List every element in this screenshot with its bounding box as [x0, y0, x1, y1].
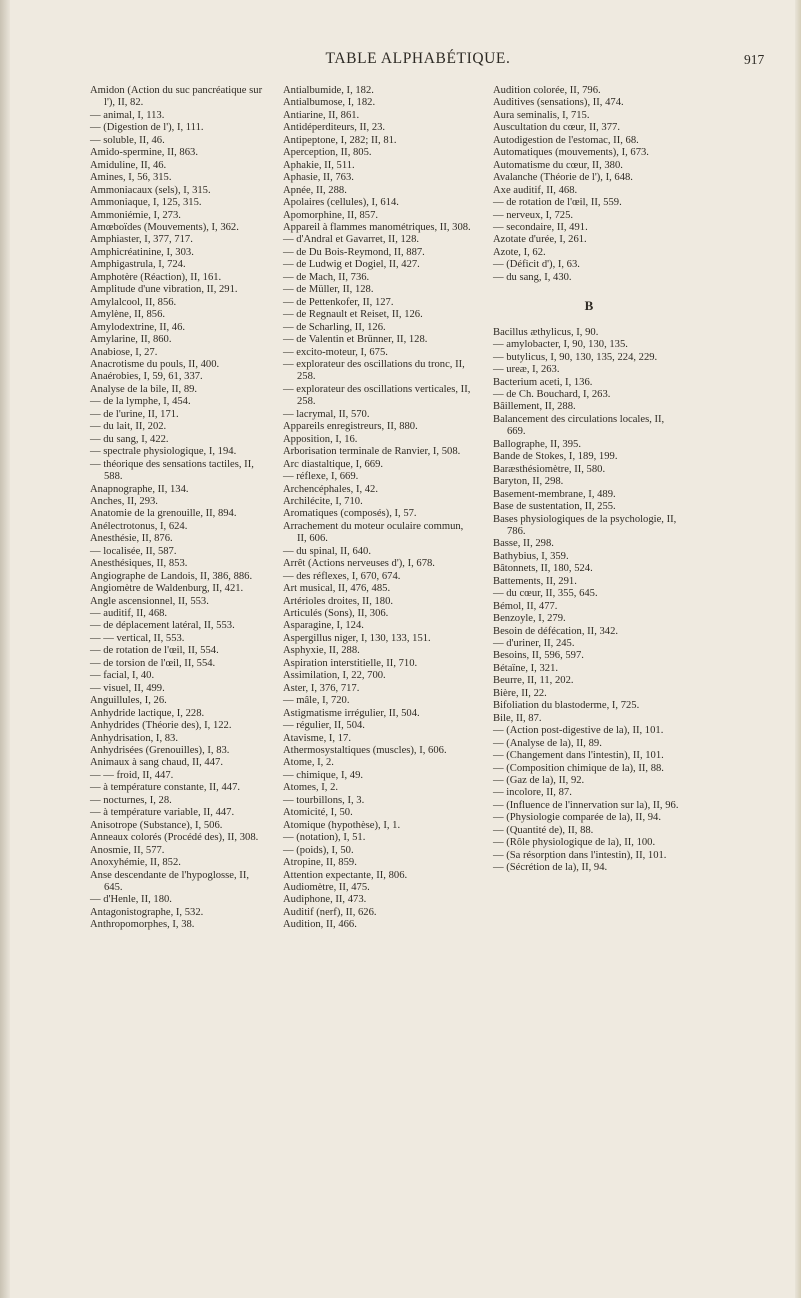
index-entry: Athermosystaltiques (muscles), I, 606. — [283, 745, 447, 757]
index-entry: — du lait, II, 202. — [90, 421, 167, 433]
index-entry: Bétaïne, I, 321. — [493, 662, 559, 674]
index-column-3-a-entries — [493, 85, 685, 284]
index-entry: Balancement des circulations locales, II, 669. — [493, 413, 665, 438]
index-entry: Arrachement du moteur oculaire commun, II, 606. — [283, 520, 464, 545]
page-edge-shadow — [795, 0, 801, 1298]
index-entry: — de Scharling, II, 126. — [283, 321, 386, 333]
index-entry: Antidéperditeurs, II, 23. — [283, 122, 386, 134]
index-entry: — (Rôle physiologique de la), II, 100. — [493, 837, 656, 849]
index-entry: Anoxyhémie, II, 852. — [90, 857, 181, 869]
index-entry: Ballographe, II, 395. — [493, 438, 581, 450]
index-entry: Archencéphales, I, 42. — [283, 483, 379, 495]
index-entry: Automatisme du cœur, II, 380. — [493, 159, 623, 171]
index-entry: — à température constante, II, 447. — [90, 782, 241, 794]
index-entry: Besoin de défécation, II, 342. — [493, 625, 619, 637]
index-entry: Besoins, II, 596, 597. — [493, 650, 584, 662]
index-entry: — (Composition chimique de la), II, 88. — [493, 762, 664, 774]
index-entry: Asparagine, I, 124. — [283, 620, 364, 632]
index-entry: Audiphone, II, 473. — [283, 894, 367, 906]
index-entry: — de Regnault et Reiset, II, 126. — [283, 309, 423, 321]
index-entry: Bacterium aceti, I, 136. — [493, 376, 593, 388]
index-entry: Base de sustentation, II, 255. — [493, 501, 616, 513]
index-entry: Aster, I, 376, 717. — [283, 682, 360, 694]
index-entry: Anguillules, I, 26. — [90, 695, 167, 707]
index-entry: Anhydrides (Théorie des), I, 122. — [90, 720, 232, 732]
index-entry: Aphasie, II, 763. — [283, 172, 354, 184]
index-entry: Angle ascensionnel, II, 553. — [90, 595, 209, 607]
index-entry: — mâle, I, 720. — [283, 695, 350, 707]
index-entry: Audition colorée, II, 796. — [493, 85, 601, 96]
index-entry: Ammoniacaux (sels), I, 315. — [90, 184, 211, 196]
index-entry: Bifoliation du blastoderme, I, 725. — [493, 700, 640, 712]
index-entry: Amplitude d'une vibration, II, 291. — [90, 284, 238, 296]
index-entry: Amines, I, 56, 315. — [90, 172, 172, 184]
index-entry: Amidon (Action du suc pancréatique sur l'), II, 82. — [90, 85, 263, 109]
index-entry: Ammoniaque, I, 125, 315. — [90, 197, 202, 209]
index-entry: Automatiques (mouvements), I, 673. — [493, 147, 649, 159]
index-entry: — amylobacter, I, 90, 130, 135. — [493, 339, 628, 351]
index-entry: — (notation), I, 51. — [283, 832, 366, 844]
index-entry: — incolore, II, 87. — [493, 787, 572, 799]
index-entry: Arc diastaltique, I, 669. — [283, 458, 384, 470]
index-entry: Aperception, II, 805. — [283, 147, 372, 159]
index-entry: Articulés (Sons), II, 306. — [283, 608, 389, 620]
index-entry: Anhydrisées (Grenouilles), I, 83. — [90, 745, 230, 757]
index-entry: Amphigastrula, I, 724. — [90, 259, 186, 271]
index-entry: Axe auditif, II, 468. — [493, 184, 578, 196]
index-entry: — réflexe, I, 669. — [283, 471, 359, 483]
index-entry: — explorateur des oscillations du tronc, II, 258. — [283, 358, 465, 383]
index-entry: Amylarine, II, 860. — [90, 334, 172, 346]
index-entry: Angiomètre de Waldenburg, II, 421. — [90, 583, 244, 595]
index-entry: Bâtonnets, II, 180, 524. — [493, 563, 593, 575]
index-entry: Ammoniémie, I, 273. — [90, 209, 181, 221]
index-entry: — localisée, II, 587. — [90, 545, 177, 557]
index-entry: Auditives (sensations), II, 474. — [493, 97, 624, 109]
index-entry: Audiomètre, II, 475. — [283, 882, 370, 893]
index-entry: Apnée, II, 288. — [283, 184, 347, 196]
index-entry: Atavisme, I, 17. — [283, 732, 351, 744]
index-entry: — du cœur, II, 355, 645. — [493, 588, 598, 600]
index-column-3-b-entries — [493, 327, 685, 875]
index-entry: — nocturnes, I, 28. — [90, 794, 172, 806]
index-entry: Audition, II, 466. — [283, 919, 357, 931]
index-entry: Anélectrotonus, I, 624. — [90, 520, 188, 532]
index-entry: — d'Henle, II, 180. — [90, 894, 172, 906]
index-entry: Anesthésie, II, 876. — [90, 533, 173, 545]
index-entry: Auditif (nerf), II, 626. — [283, 906, 377, 918]
index-entry: — (Analyse de la), II, 89. — [493, 737, 602, 749]
index-entry: Anapnographe, II, 134. — [90, 483, 189, 495]
index-entry: Avalanche (Théorie de l'), I, 648. — [493, 172, 633, 184]
index-entry: Auscultation du cœur, II, 377. — [493, 122, 620, 134]
index-entry: Anesthésiques, II, 853. — [90, 558, 188, 570]
index-entry: Apolaires (cellules), I, 614. — [283, 197, 399, 209]
index-entry: — explorateur des oscillations verticales, II, 258. — [283, 383, 471, 408]
index-entry: Atomicité, I, 50. — [283, 807, 353, 819]
index-entry: — tourbillons, I, 3. — [283, 794, 365, 806]
index-entry: — butylicus, I, 90, 130, 135, 224, 229. — [493, 351, 658, 363]
index-entry: — de torsion de l'œil, II, 554. — [90, 657, 216, 669]
index-entry: Amylène, II, 856. — [90, 309, 166, 321]
index-entry: — à température variable, II, 447. — [90, 807, 235, 819]
index-entry: — du sang, I, 422. — [90, 433, 169, 445]
section-letter-heading: B — [584, 298, 594, 314]
index-entry: Anhydride lactique, I, 228. — [90, 707, 205, 719]
index-entry: — (Sécrétion de la), II, 94. — [493, 862, 608, 874]
index-entry: Benzoyle, I, 279. — [493, 613, 566, 625]
index-entry: — (Physiologie comparée de la), II, 94. — [493, 812, 661, 824]
index-entry: — de rotation de l'œil, II, 559. — [493, 197, 622, 209]
index-entry: Aromatiques (composés), I, 57. — [283, 508, 417, 520]
index-entry: Amœboïdes (Mouvements), I, 362. — [90, 221, 239, 233]
index-entry: — (Gaz de la), II, 92. — [493, 775, 585, 787]
index-entry: Anabiose, I, 27. — [90, 346, 158, 358]
index-entry: Anhydrisation, I, 83. — [90, 732, 178, 744]
index-entry: — de Ludwig et Dogiel, II, 427. — [283, 259, 420, 271]
index-entry: — (Action post-digestive de la), II, 101. — [493, 725, 664, 737]
index-entry: — soluble, II, 46. — [90, 134, 165, 146]
index-entry: — visuel, II, 499. — [90, 682, 165, 694]
index-entry: Apomorphine, II, 857. — [283, 209, 379, 221]
index-entry: Bases physiologiques de la psychologie, II, 786. — [493, 513, 677, 537]
index-entry: — facial, I, 40. — [90, 670, 155, 682]
index-entry: Aura seminalis, I, 715. — [493, 109, 590, 121]
index-entry: — d'Andral et Gavarret, II, 128. — [283, 234, 420, 246]
index-entry: — régulier, II, 504. — [283, 720, 365, 732]
page-number: 917 — [744, 52, 765, 67]
index-entry: — de Müller, II, 128. — [283, 284, 374, 296]
index-entry: Baryton, II, 298. — [493, 476, 564, 488]
index-entry: Amphotère (Réaction), II, 161. — [90, 271, 222, 283]
index-entry: Asphyxie, II, 288. — [283, 645, 360, 657]
index-entry: — (Sa résorption dans l'intestin), II, 101. — [493, 849, 667, 861]
index-entry: — de l'urine, II, 171. — [90, 408, 179, 420]
index-entry: Arborisation terminale de Ranvier, I, 508. — [283, 446, 461, 458]
index-entry: — des réflexes, I, 670, 674. — [283, 570, 401, 582]
index-entry: — (Déficit d'), I, 63. — [493, 259, 580, 271]
index-entry: Appareil à flammes manométriques, II, 308. — [283, 221, 471, 233]
index-entry: — — vertical, II, 553. — [90, 632, 185, 644]
index-entry: Antialbumose, I, 182. — [283, 97, 376, 109]
index-column-3 — [493, 85, 685, 875]
index-entry: Astigmatisme irrégulier, II, 504. — [283, 707, 420, 719]
index-entry: — lacrymal, II, 570. — [283, 408, 370, 420]
index-entry: Atropine, II, 859. — [283, 857, 357, 869]
index-entry: Anatomie de la grenouille, II, 894. — [90, 508, 237, 520]
index-entry: — de Pettenkofer, II, 127. — [283, 296, 394, 308]
index-entry: Attention expectante, II, 806. — [283, 869, 408, 881]
index-entry: Amido-spermine, II, 863. — [90, 147, 198, 159]
index-entry: — excito-moteur, I, 675. — [283, 346, 388, 358]
index-entry: Anches, II, 293. — [90, 495, 158, 507]
index-entry: Bathybius, I, 359. — [493, 550, 569, 562]
index-entry: — auditif, II, 468. — [90, 608, 168, 620]
index-entry: — (poids), I, 50. — [283, 844, 354, 856]
index-entry: Anacrotisme du pouls, II, 400. — [90, 358, 220, 370]
index-entry: Angiographe de Landois, II, 386, 886. — [90, 570, 253, 582]
index-entry: Amiduline, II, 46. — [90, 159, 167, 171]
index-entry: Artérioles droites, II, 180. — [283, 595, 394, 607]
index-entry: Bière, II, 22. — [493, 687, 547, 699]
index-entry: Autodigestion de l'estomac, II, 68. — [493, 134, 639, 146]
index-entry: — du spinal, II, 640. — [283, 545, 371, 557]
index-entry: Bémol, II, 477. — [493, 600, 558, 612]
index-entry: — nerveux, I, 725. — [493, 209, 574, 221]
index-entry: Atomes, I, 2. — [283, 782, 339, 794]
index-entry: Amylalcool, II, 856. — [90, 296, 177, 308]
index-entry: Atome, I, 2. — [283, 757, 334, 769]
index-entry: — du sang, I, 430. — [493, 271, 572, 283]
index-entry: — théorique des sensations tactiles, II, 588. — [90, 458, 254, 483]
index-entry: Anisotrope (Substance), I, 506. — [90, 819, 223, 831]
index-entry: — (Digestion de l'), I, 111. — [90, 122, 204, 134]
index-entry: Amylodextrine, II, 46. — [90, 321, 186, 333]
index-entry: — (Changement dans l'intestin), II, 101. — [493, 750, 664, 762]
index-entry: — — froid, II, 447. — [90, 769, 174, 781]
index-entry: Antialbumide, I, 182. — [283, 85, 374, 96]
index-entry: Amphicréatinine, I, 303. — [90, 246, 194, 258]
index-entry: Anneaux colorés (Procédé des), II, 308. — [90, 832, 259, 844]
index-entry: Art musical, II, 476, 485. — [283, 583, 391, 595]
index-entry: — de déplacement latéral, II, 553. — [90, 620, 235, 632]
index-entry: Anaérobies, I, 59, 61, 337. — [90, 371, 203, 383]
index-entry: — de Mach, II, 736. — [283, 271, 370, 283]
index-entry: — spectrale physiologique, I, 194. — [90, 446, 237, 458]
index-entry: Azote, I, 62. — [493, 246, 546, 258]
index-entry: Analyse de la bile, II, 89. — [90, 383, 198, 395]
index-entry: Antiarine, II, 861. — [283, 109, 360, 121]
index-entry: Aspiration interstitielle, II, 710. — [283, 657, 418, 669]
index-entry: Azotate d'urée, I, 261. — [493, 234, 587, 246]
page-spine-shadow — [0, 0, 10, 1298]
index-entry: — de la lymphe, I, 454. — [90, 396, 191, 408]
index-entry: Arrêt (Actions nerveuses d'), I, 678. — [283, 558, 435, 570]
index-entry: Basement-membrane, I, 489. — [493, 488, 616, 500]
index-entry: Archilécite, I, 710. — [283, 495, 363, 507]
index-entry: — de Du Bois-Reymond, II, 887. — [283, 246, 425, 258]
index-entry: Bâillement, II, 288. — [493, 401, 576, 413]
index-entry: Aphakie, II, 511. — [283, 159, 355, 171]
index-entry: Bande de Stokes, I, 189, 199. — [493, 451, 618, 463]
index-entry: — (Influence de l'innervation sur la), II, 96. — [493, 799, 679, 811]
index-entry: Apposition, I, 16. — [283, 433, 358, 445]
index-entry: Animaux à sang chaud, II, 447. — [90, 757, 223, 769]
index-entry: Atomique (hypothèse), I, 1. — [283, 819, 401, 831]
index-entry: — de rotation de l'œil, II, 554. — [90, 645, 219, 657]
index-entry: Antagonistographe, I, 532. — [90, 906, 204, 918]
index-entry: Bile, II, 87. — [493, 712, 542, 724]
index-entry: Battements, II, 291. — [493, 575, 577, 587]
index-entry: Antipeptone, I, 282; II, 81. — [283, 134, 397, 146]
index-entry: — de Valentin et Brünner, II, 128. — [283, 334, 428, 346]
index-entry: Baræsthésiomètre, II, 580. — [493, 463, 606, 475]
index-entry: — ureæ, I, 263. — [493, 364, 560, 376]
index-entry: — (Quantité de), II, 88. — [493, 824, 594, 836]
index-entry: Bacillus æthylicus, I, 90. — [493, 326, 599, 338]
index-entry: — animal, I, 113. — [90, 109, 165, 121]
index-column-2 — [283, 85, 475, 932]
index-entry: Amphiaster, I, 377, 717. — [90, 234, 193, 246]
index-entry: — d'uriner, II, 245. — [493, 638, 575, 650]
index-column-1 — [90, 85, 266, 932]
index-entry: Basse, II, 298. — [493, 538, 554, 550]
index-entry: Appareils enregistreurs, II, 880. — [283, 421, 418, 433]
running-header-title: TABLE ALPHABÉTIQUE. — [325, 50, 511, 67]
index-entry: Assimilation, I, 22, 700. — [283, 670, 386, 682]
index-entry: — chimique, I, 49. — [283, 769, 364, 781]
index-entry: Anse descendante de l'hypoglosse, II, 645. — [90, 869, 250, 893]
index-entry: — de Ch. Bouchard, I, 263. — [493, 388, 611, 400]
index-entry: Beurre, II, 11, 202. — [493, 675, 574, 687]
index-entry: Anthropomorphes, I, 38. — [90, 919, 195, 931]
index-entry: Aspergillus niger, I, 130, 133, 151. — [283, 632, 431, 644]
index-entry: Anosmie, II, 577. — [90, 844, 165, 856]
index-entry: — secondaire, II, 491. — [493, 221, 588, 233]
